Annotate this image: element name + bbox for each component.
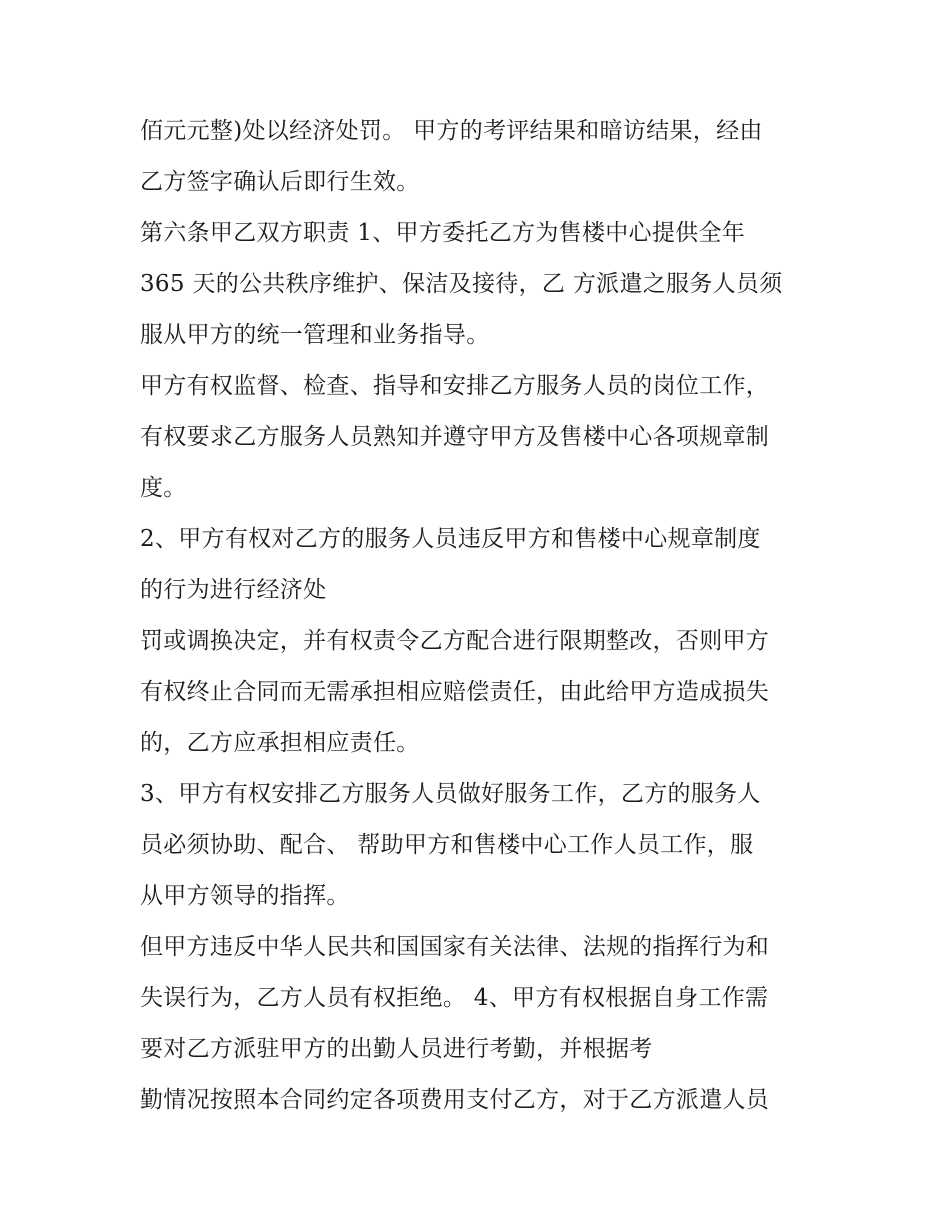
text-line: 乙方签字确认后即行生效。 [140, 169, 420, 195]
text-line: 罚或调换决定，并有权责令乙方配合进行限期整改，否则甲方 [140, 628, 770, 654]
text-line: 从甲方领导的指挥。 [140, 883, 350, 909]
document-body [140, 106, 830, 1126]
text-line: 甲方有权监督、检查、指导和安排乙方服务人员的岗位工作， [140, 373, 770, 399]
text-line: 但甲方违反中华人民共和国国家有关法律、法规的指挥行为和 [140, 934, 770, 960]
text-line: 勤情况按照本合同约定各项费用支付乙方，对于乙方派遣人员 [140, 1087, 770, 1113]
text-line: 的行为进行经济处 [140, 577, 327, 603]
text-line: 度。 [140, 475, 187, 501]
text-line: 服从甲方的统一管理和业务指导。 [140, 322, 490, 348]
text-line: 3、甲方有权安排乙方服务人员做好服务工作，乙方的服务人 [140, 781, 761, 807]
text-line: 失误行为，乙方人员有权拒绝。 4、甲方有权根据自身工作需 [140, 985, 769, 1011]
text-line: 佰元元整)处以经济处罚。 甲方的考评结果和暗访结果，经由 [140, 118, 763, 144]
text-line: 第六条甲乙双方职责 1、甲方委托乙方为售楼中心提供全年 [140, 220, 746, 246]
text-line: 有权要求乙方服务人员熟知并遵守甲方及售楼中心各项规章制 [140, 424, 770, 450]
text-line: 的，乙方应承担相应责任。 [140, 730, 420, 756]
text-line: 要对乙方派驻甲方的出勤人员进行考勤，并根据考 [140, 1036, 653, 1062]
text-line: 2、甲方有权对乙方的服务人员违反甲方和售楼中心规章制度 [140, 526, 761, 552]
text-line: 有权终止合同而无需承担相应赔偿责任，由此给甲方造成损失 [140, 679, 770, 705]
text-line: 365 天的公共秩序维护、保洁及接待，乙 方派遣之服务人员须 [140, 271, 783, 297]
text-line: 员必须协助、配合、 帮助甲方和售楼中心工作人员工作，服 [140, 832, 754, 858]
